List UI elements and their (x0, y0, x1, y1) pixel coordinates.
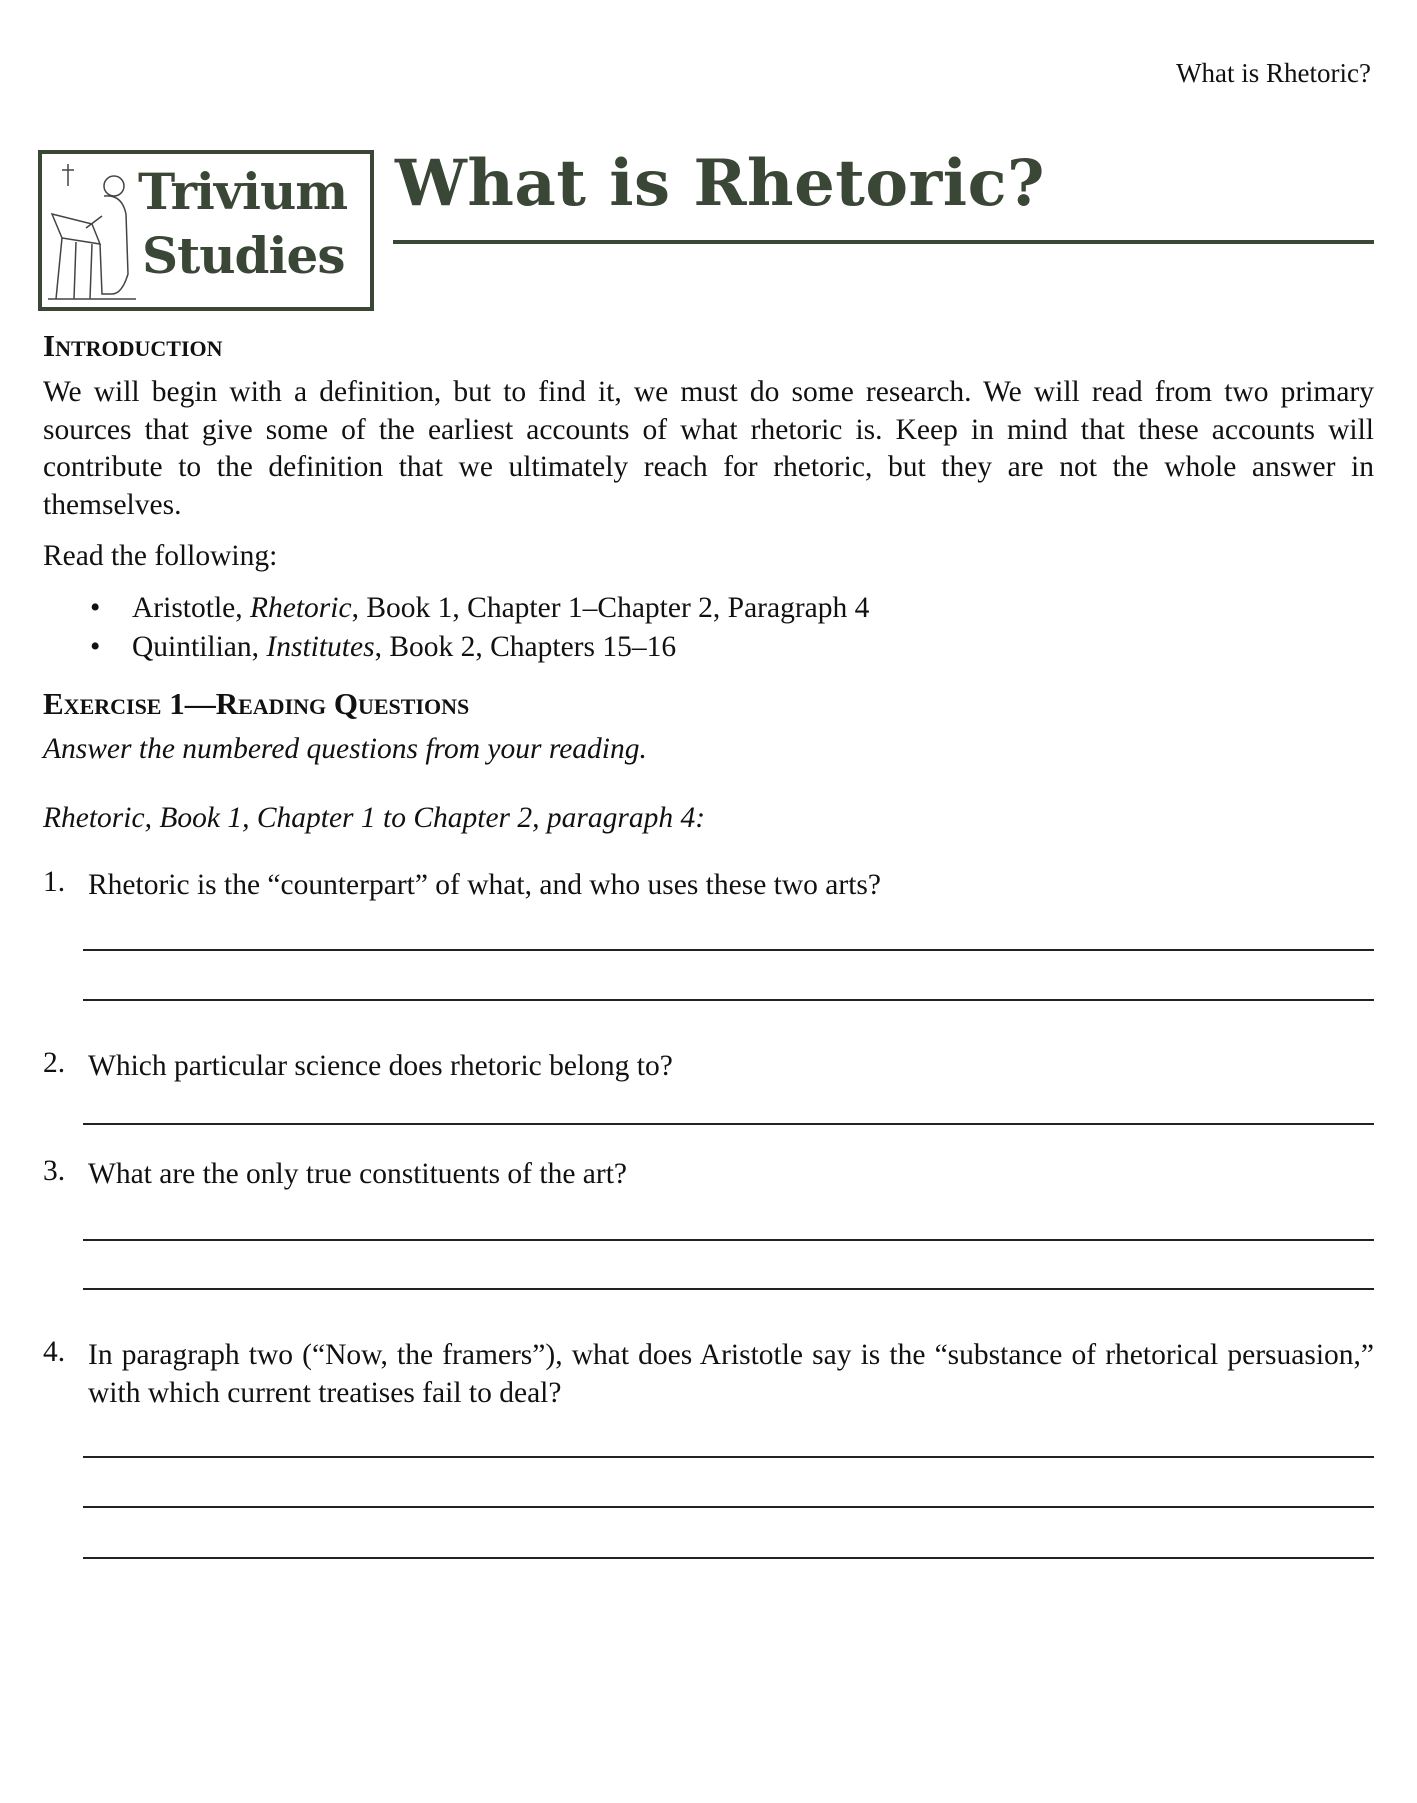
answer-line[interactable] (83, 1123, 1374, 1125)
reading-location: , Book 1, Chapter 1–Chapter 2, Paragraph 4 (351, 592, 870, 624)
bullet-icon: • (90, 631, 101, 663)
answer-line[interactable] (83, 1288, 1374, 1290)
answer-line[interactable] (83, 1506, 1374, 1508)
logo-text-studies: Studies (142, 226, 345, 285)
exercise-instruction: Answer the numbered questions from your reading. (43, 733, 647, 765)
exercise-subheading: Rhetoric, Book 1, Chapter 1 to Chapter 2, paragraph 4: (43, 802, 706, 834)
answer-line[interactable] (83, 949, 1374, 951)
reading-author: Aristotle, (132, 592, 250, 624)
answer-line[interactable] (83, 1239, 1374, 1241)
trivium-studies-logo (38, 150, 374, 311)
question-number: 2. (43, 1047, 66, 1079)
reading-item (132, 592, 869, 625)
reading-work: Institutes (266, 631, 375, 663)
question-text: What are the only true constituents of the art? (88, 1158, 627, 1190)
answer-line[interactable] (83, 999, 1374, 1001)
reading-location: , Book 2, Chapters 15–16 (374, 631, 677, 663)
question-number: 1. (43, 866, 66, 898)
page-title: What is Rhetoric? (395, 146, 1046, 221)
exercise-heading: Exercise 1—Reading Questions (43, 686, 470, 721)
bullet-icon: • (90, 592, 101, 624)
question-number: 4. (43, 1336, 66, 1368)
question-text: In paragraph two (“Now, the framers”), what does Aristotle say is the “substance of rhetorical persuasion,” with which current treatises fail to deal? (88, 1339, 1374, 1409)
answer-line[interactable] (83, 1557, 1374, 1559)
reading-work: Rhetoric (250, 592, 352, 624)
question-number: 3. (43, 1155, 66, 1187)
running-header: What is Rhetoric? (1176, 58, 1371, 88)
reading-author: Quintilian, (132, 631, 267, 663)
reading-item (132, 631, 676, 664)
answer-line[interactable] (83, 1456, 1374, 1458)
monk-scribe-illustration (42, 154, 142, 307)
question-text: Rhetoric is the “counterpart” of what, and who uses these two arts? (88, 869, 881, 901)
introduction-heading: Introduction (43, 328, 223, 363)
question-text: Which particular science does rhetoric belong to? (88, 1050, 673, 1082)
title-rule (393, 240, 1374, 244)
introduction-paragraph: We will begin with a definition, but to find it, we must do some research. We will read from two primary sources that give some of the earliest accounts of what rhetoric is. Keep in mind that these accounts will contribute to the definition that we ultimately reach for rhetoric, but they are not the whole answer in themselves. (43, 376, 1374, 521)
read-following-label: Read the following: (43, 540, 278, 572)
logo-text-trivium: Trivium (138, 162, 348, 221)
